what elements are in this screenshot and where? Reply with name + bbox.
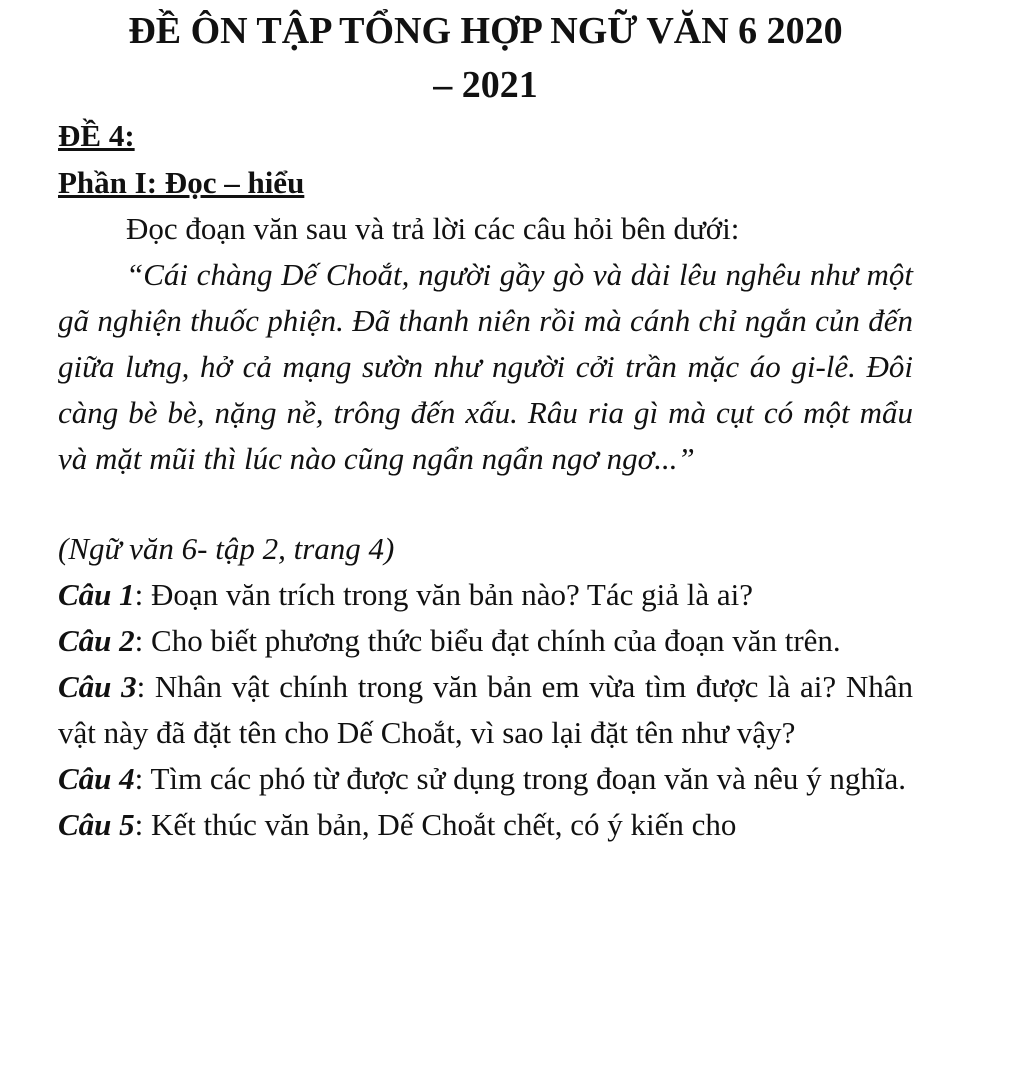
question-2	[58, 618, 913, 664]
title-line-2: – 2021	[433, 64, 538, 106]
exam-label: ĐỀ 4:	[58, 118, 135, 153]
question-2-label: Câu 2	[58, 623, 135, 658]
question-4	[58, 756, 913, 802]
question-3-label: Câu 3	[58, 669, 137, 704]
document-title	[58, 4, 913, 112]
passage-text: “Cái chàng Dế Choắt, người gầy gò và dài lêu nghêu như một gã nghiện thuốc phiện. Đã thanh niên rồi mà cánh chỉ ngắn củn đến giữa lưng, hở cả mạng sườn như người cởi trần mặc áo gi-lê. Đôi càng bè bè, nặng nề, trông đến xấu. Râu ria gì mà cụt có một mẩu và mặt mũi thì lúc nào cũng ngẩn ngẩn ngơ ngơ...”	[58, 257, 913, 476]
title-line-1: ĐỀ ÔN TẬP TỔNG HỢP NGỮ VĂN 6 2020	[128, 10, 843, 52]
question-5-text: : Kết thúc văn bản, Dế Choắt chết, có ý kiến cho	[134, 807, 737, 842]
cut-off-line	[58, 848, 913, 856]
question-1-label: Câu 1	[58, 577, 135, 612]
passage-source: (Ngữ văn 6- tập 2, trang 4)	[58, 531, 395, 566]
question-4-text: : Tìm các phó từ được sử dụng trong đoạn văn và nêu ý nghĩa.	[134, 761, 906, 796]
document-page	[58, 0, 913, 856]
question-5	[58, 802, 913, 848]
question-1-text: : Đoạn văn trích trong văn bản nào? Tác giả là ai?	[134, 577, 753, 612]
section-heading: Phần I: Đọc – hiểu	[58, 165, 305, 200]
question-4-label: Câu 4	[58, 761, 135, 796]
question-5-label: Câu 5	[58, 807, 135, 842]
question-2-text: : Cho biết phương thức biểu đạt chính của đoạn văn trên.	[134, 623, 841, 658]
question-3-text: : Nhân vật chính trong văn bản em vừa tìm được là ai? Nhân vật này đã đặt tên cho Dế Choắt, vì sao lại đặt tên như vậy?	[58, 669, 913, 750]
question-1	[58, 572, 913, 618]
question-3	[58, 664, 913, 756]
instruction-text: Đọc đoạn văn sau và trả lời các câu hỏi bên dưới:	[126, 211, 740, 246]
